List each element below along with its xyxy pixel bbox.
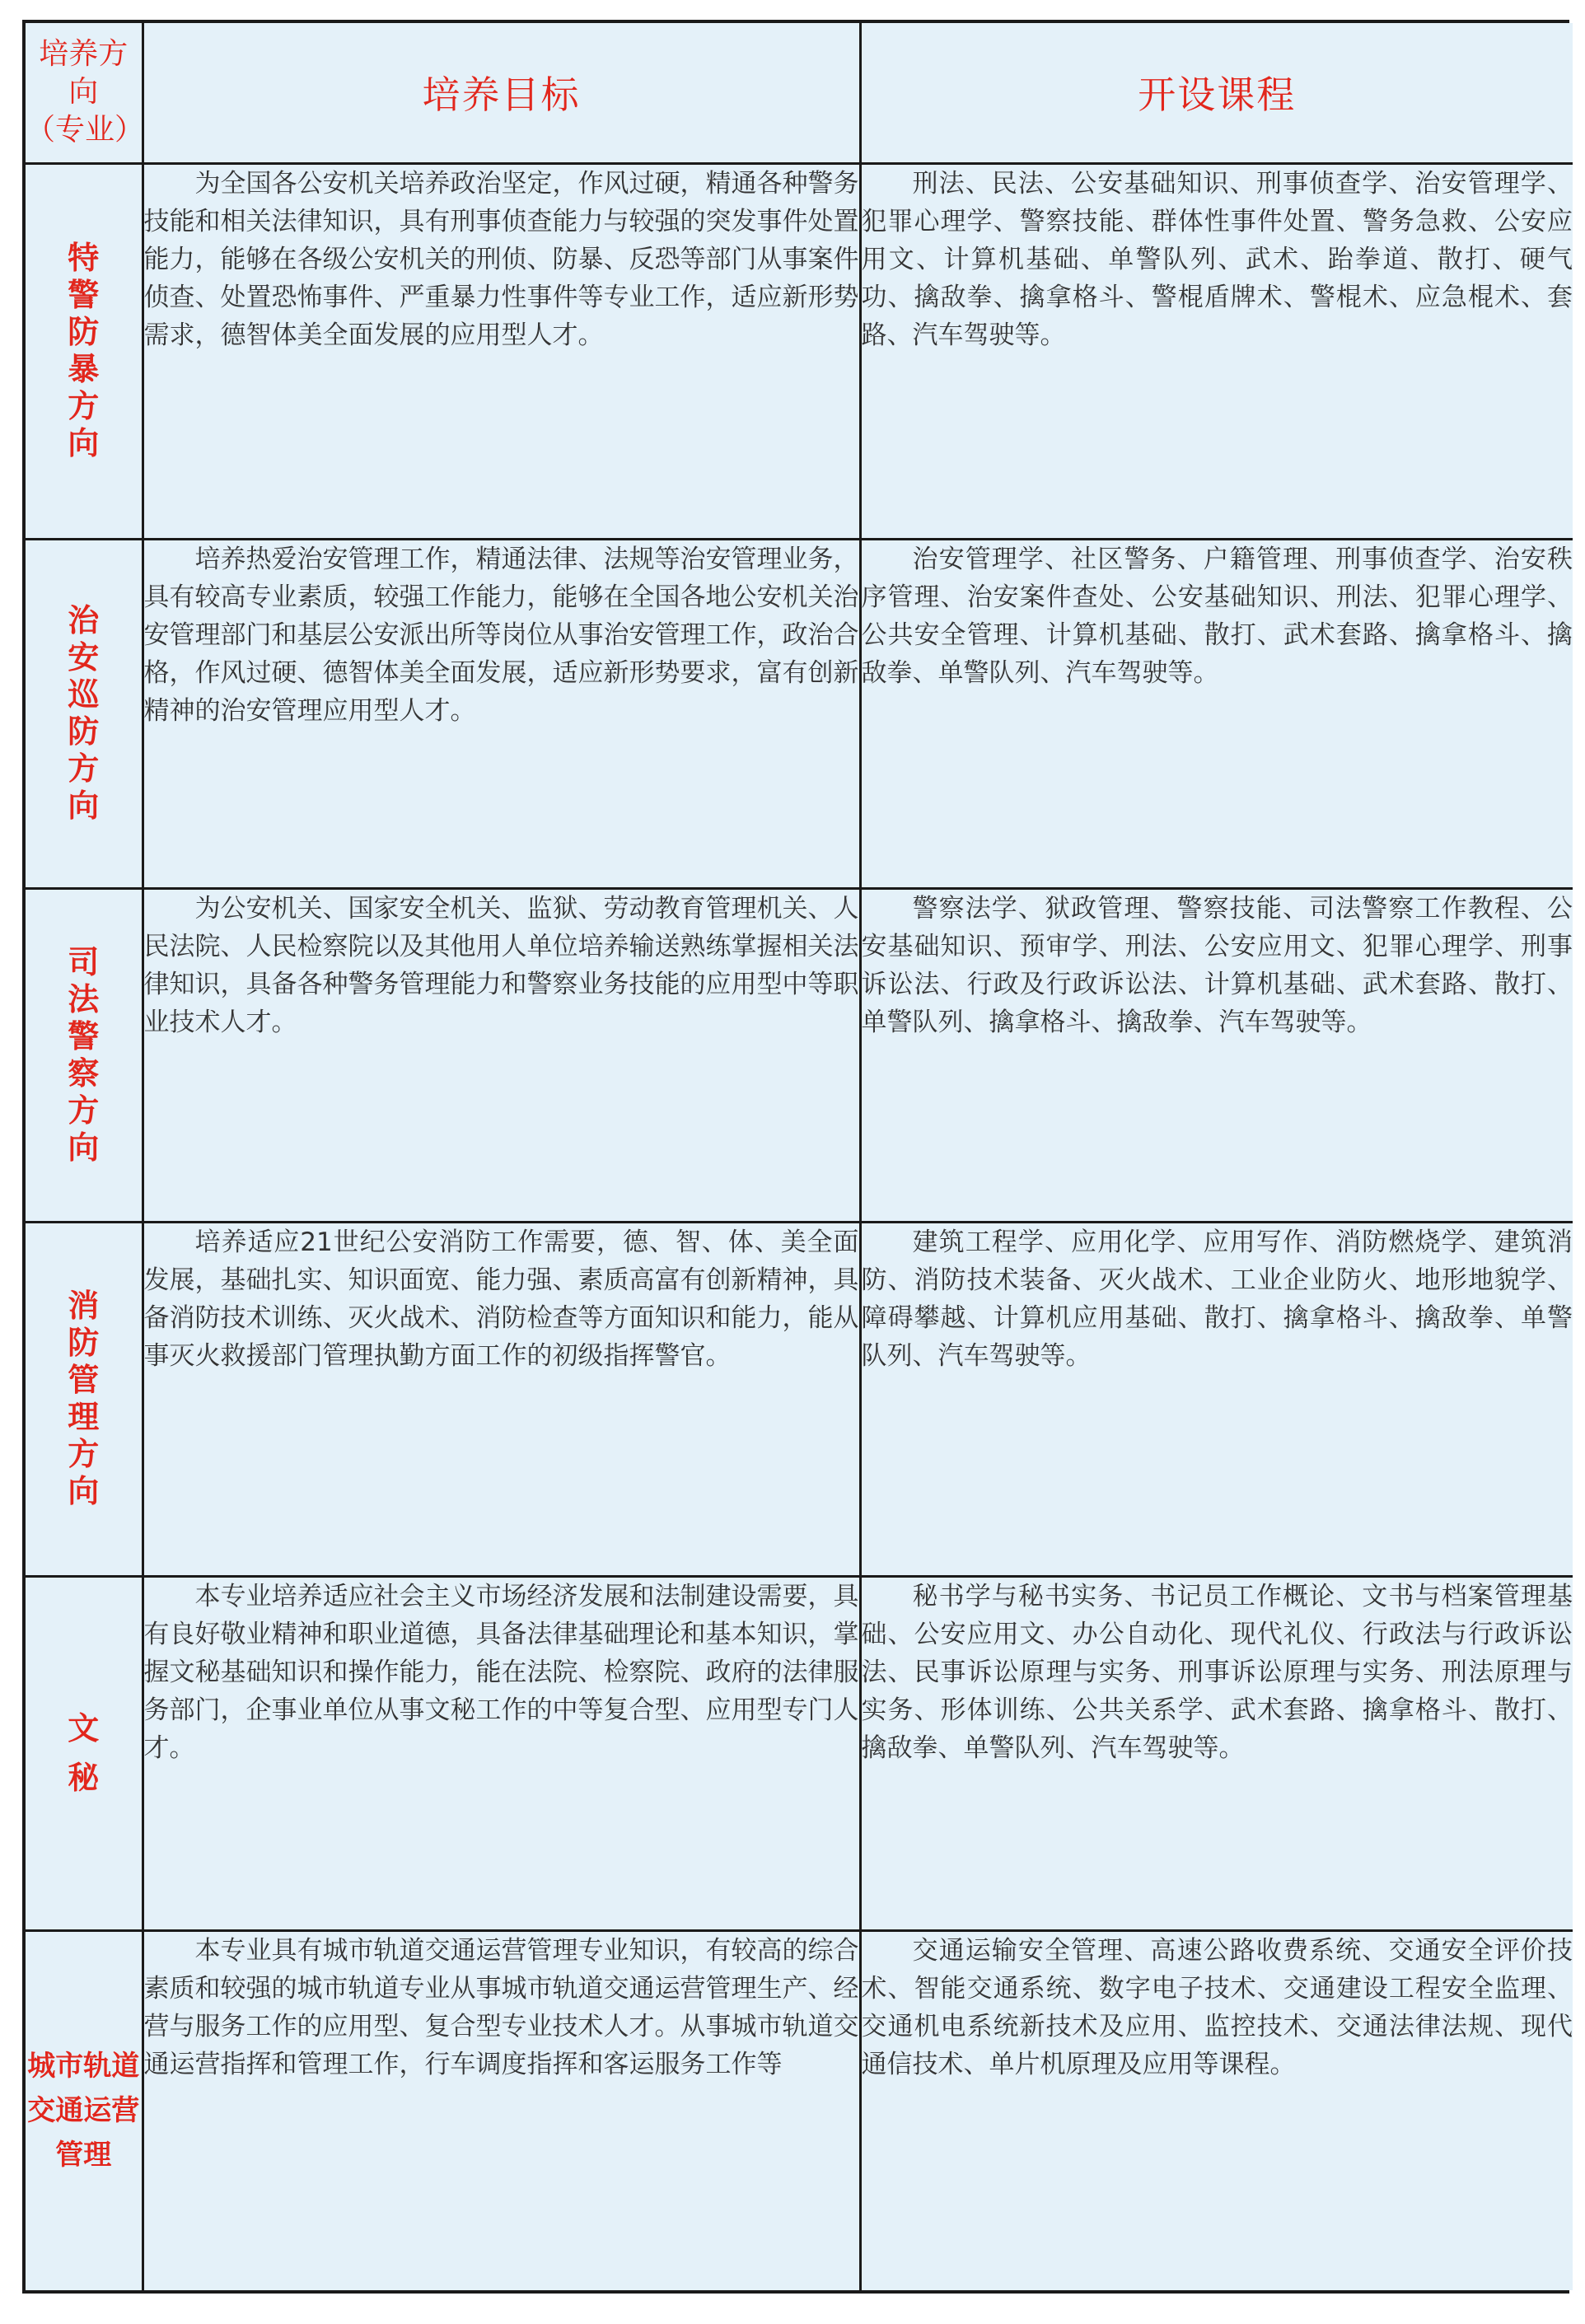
goal-text: 培养适应21世纪公安消防工作需要，德、智、体、美全面发展，基础扎实、知识面宽、能力强、素质高富有创新精神，具备消防技术训练、灭火战术、消防检查等方面知识和能力，能从事灭火救援部门管理执勤方面工作的初级指挥警官。 (143, 1227, 859, 1371)
courses-text: 秘书学与秘书实务、书记员工作概论、文书与档案管理基础、公安应用文、办公自动化、现代礼仪、行政法与行政诉讼法、民事诉讼原理与实务、刑事诉讼原理与实务、刑法原理与实务、形体训练、公共关系学、武术套路、擒拿格斗、散打、擒敌拳、单警队列、汽车驾驶等。 (861, 1581, 1573, 1763)
table-row (26, 1930, 1573, 2290)
table-row (26, 1222, 1573, 1576)
courses-text: 刑法、民法、公安基础知识、刑事侦查学、治安管理学、犯罪心理学、警察技能、群体性事件处置、警务急救、公安应用文、计算机基础、单警队列、武术、跆拳道、散打、硬气功、擒敌拳、擒拿格斗、警棍盾牌术、警棍术、应急棍术、套路、汽车驾驶等。 (861, 168, 1573, 350)
header-courses: 开设课程 (860, 23, 1573, 163)
direction-label: 文秘 (68, 1710, 100, 1796)
goal-text: 本专业培养适应社会主义市场经济发展和法制建设需要，具有良好敬业精神和职业道德，具备法律基础理论和基本知识，掌握文秘基础知识和操作能力，能在法院、检察院、政府的法律服务部门，企事业单位从事文秘工作的中等复合型、应用型专门人才。 (143, 1581, 859, 1763)
direction-cell (26, 1930, 143, 2290)
header-direction-line2: （专业） (26, 113, 145, 147)
header-direction-line1: 培养方向 (39, 37, 129, 110)
header-row (26, 23, 1573, 163)
goal-cell (143, 539, 860, 888)
header-direction (26, 23, 143, 163)
courses-cell (860, 1222, 1573, 1576)
courses-cell (860, 1576, 1573, 1930)
direction-label: 司法警察方向 (68, 943, 100, 1166)
table-row (26, 1576, 1573, 1930)
direction-label: 城市轨道 交通运营 管理 (27, 2050, 140, 2172)
direction-cell (26, 163, 143, 539)
courses-text: 交通运输安全管理、高速公路收费系统、交通安全评价技术、智能交通系统、数字电子技术、交通建设工程安全监理、交通机电系统新技术及应用、监控技术、交通法律法规、现代通信技术、单片机原理及应用等课程。 (861, 1935, 1573, 2079)
courses-cell (860, 1930, 1573, 2290)
course-grid (26, 23, 1573, 2290)
courses-text: 建筑工程学、应用化学、应用写作、消防燃烧学、建筑消防、消防技术装备、灭火战术、工业企业防火、地形地貌学、障碍攀越、计算机应用基础、散打、擒拿格斗、擒敌拳、单警队列、汽车驾驶等。 (861, 1227, 1573, 1371)
courses-cell (860, 163, 1573, 539)
goal-text: 本专业具有城市轨道交通运营管理专业知识，有较高的综合素质和较强的城市轨道专业从事城市轨道交通运营管理生产、经营与服务工作的应用型、复合型专业技术人才。从事城市轨道交通运营指挥和管理工作，行车调度指挥和客运服务工作等 (143, 1935, 859, 2079)
goal-text: 为全国各公安机关培养政治坚定，作风过硬，精通各种警务技能和相关法律知识，具有刑事侦查能力与较强的突发事件处置能力，能够在各级公安机关的刑侦、防暴、反恐等部门从事案件侦查、处置恐怖事件、严重暴力性事件等专业工作，适应新形势需求，德智体美全面发展的应用型人才。 (143, 168, 859, 350)
course-table (22, 20, 1573, 2294)
direction-cell (26, 1576, 143, 1930)
courses-cell (860, 888, 1573, 1222)
courses-cell (860, 539, 1573, 888)
table-row (26, 888, 1573, 1222)
goal-text: 为公安机关、国家安全机关、监狱、劳动教育管理机关、人民法院、人民检察院以及其他用人单位培养输送熟练掌握相关法律知识，具备各种警务管理能力和警察业务技能的应用型中等职业技术人才。 (143, 893, 859, 1037)
goal-cell (143, 163, 860, 539)
direction-cell (26, 539, 143, 888)
courses-text: 警察法学、狱政管理、警察技能、司法警察工作教程、公安基础知识、预审学、刑法、公安应用文、犯罪心理学、刑事诉讼法、行政及行政诉讼法、计算机基础、武术套路、散打、单警队列、擒拿格斗、擒敌拳、汽车驾驶等。 (861, 893, 1573, 1037)
goal-text: 培养热爱治安管理工作，精通法律、法规等治安管理业务，具有较高专业素质，较强工作能力，能够在全国各地公安机关治安管理部门和基层公安派出所等岗位从事治安管理工作，政治合格，作风过硬、德智体美全面发展，适应新形势要求，富有创新精神的治安管理应用型人才。 (143, 544, 859, 726)
goal-cell (143, 1576, 860, 1930)
header-goal: 培养目标 (143, 23, 860, 163)
goal-cell (143, 888, 860, 1222)
direction-label: 消防管理方向 (68, 1288, 100, 1509)
table-row (26, 539, 1573, 888)
direction-label: 特警防暴方向 (68, 240, 100, 461)
direction-cell (26, 1222, 143, 1576)
goal-cell (143, 1222, 860, 1576)
table-row (26, 163, 1573, 539)
goal-cell (143, 1930, 860, 2290)
direction-cell (26, 888, 143, 1222)
direction-label: 治安巡防方向 (68, 602, 100, 824)
courses-text: 治安管理学、社区警务、户籍管理、刑事侦查学、治安秩序管理、治安案件查处、公安基础知识、刑法、犯罪心理学、公共安全管理、计算机基础、散打、武术套路、擒拿格斗、擒敌拳、单警队列、汽车驾驶等。 (861, 544, 1573, 688)
